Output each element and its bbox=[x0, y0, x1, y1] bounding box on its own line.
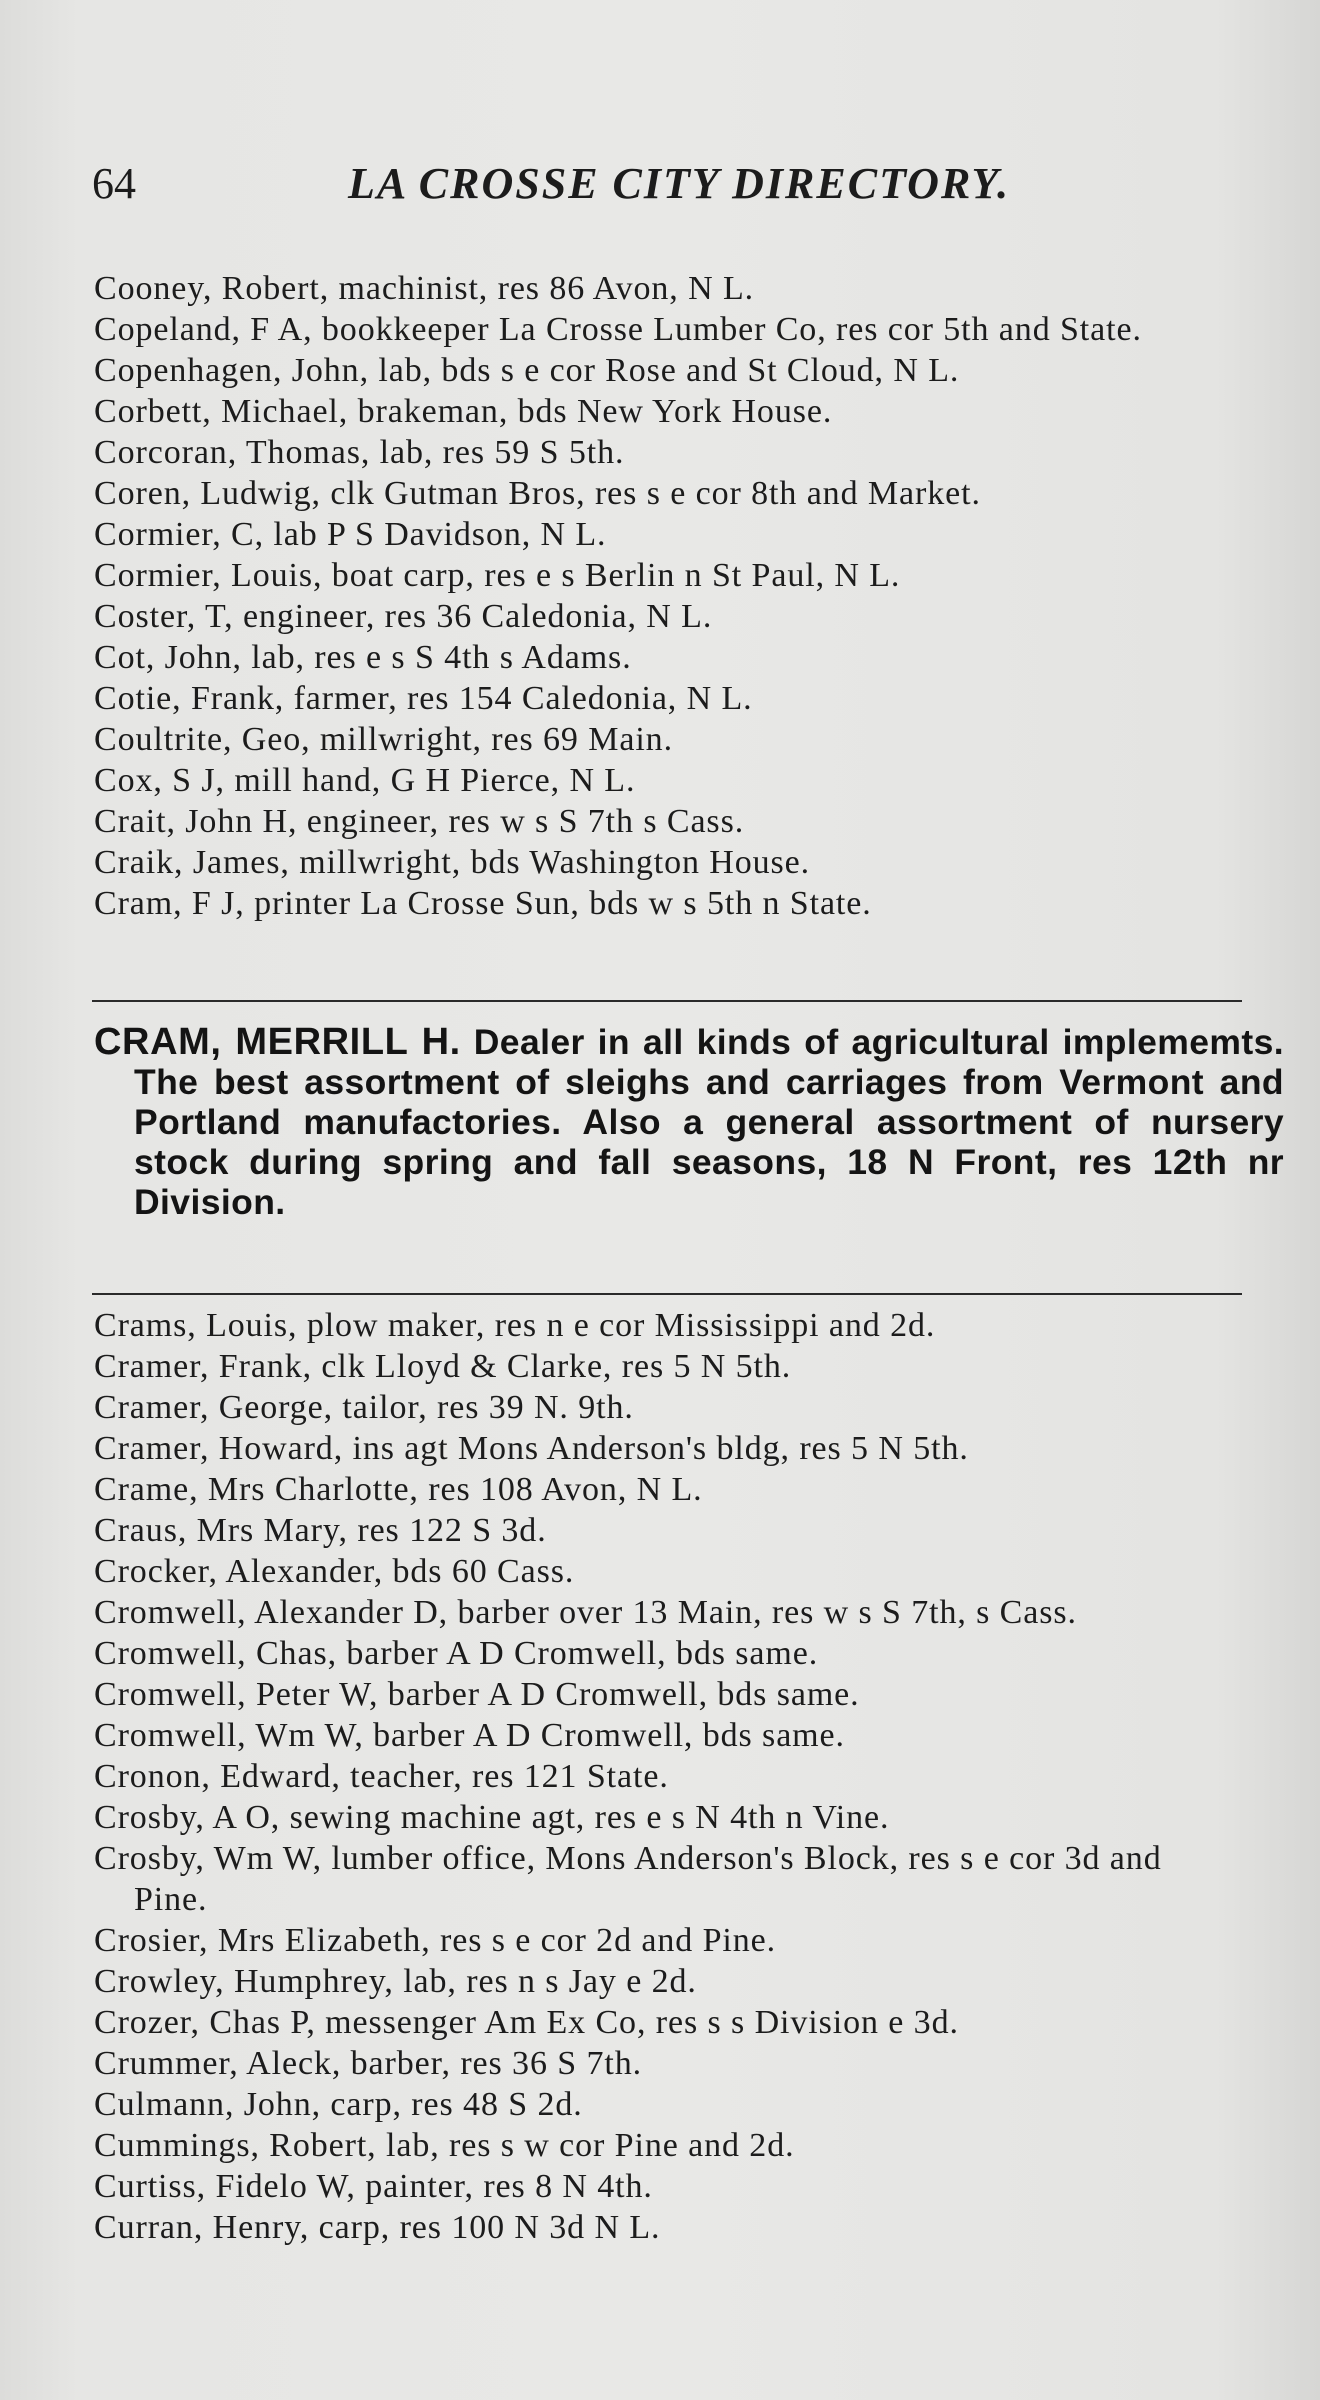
directory-entry: Coren, Ludwig, clk Gutman Bros, res s e cor 8th and Market. bbox=[94, 475, 981, 512]
directory-entry: Craus, Mrs Mary, res 122 S 3d. bbox=[94, 1512, 547, 1549]
directory-entry: Curtiss, Fidelo W, painter, res 8 N 4th. bbox=[94, 2168, 653, 2205]
directory-entry: Crams, Louis, plow maker, res n e cor Mississippi and 2d. bbox=[94, 1307, 936, 1344]
advertisement-text: Dealer in all kinds of agricultural implememts. The best assortment of sleighs and carriages from Vermont and Portland manufactories. Also a general assortment of nursery stock during spring and fall seasons, 18 N Front, res 12th nr Division. bbox=[134, 1022, 1284, 1222]
directory-entry: Cramer, George, tailor, res 39 N. 9th. bbox=[94, 1389, 634, 1426]
directory-entry: Cox, S J, mill hand, G H Pierce, N L. bbox=[94, 762, 636, 799]
directory-entry: Cram, F J, printer La Crosse Sun, bds w s 5th n State. bbox=[94, 885, 872, 922]
directory-entry: Cormier, Louis, boat carp, res e s Berlin n St Paul, N L. bbox=[94, 557, 901, 594]
directory-entry: Cronon, Edward, teacher, res 121 State. bbox=[94, 1758, 669, 1795]
directory-entry: Crait, John H, engineer, res w s S 7th s Cass. bbox=[94, 803, 745, 840]
directory-entry: Cramer, Howard, ins agt Mons Anderson's bldg, res 5 N 5th. bbox=[94, 1430, 969, 1467]
divider-rule bbox=[92, 1000, 1242, 1002]
directory-entry: Corbett, Michael, brakeman, bds New York House. bbox=[94, 393, 833, 430]
directory-entry: Crozer, Chas P, messenger Am Ex Co, res s s Division e 3d. bbox=[94, 2004, 959, 2041]
directory-entry: Corcoran, Thomas, lab, res 59 S 5th. bbox=[94, 434, 625, 471]
directory-entry: Cooney, Robert, machinist, res 86 Avon, N L. bbox=[94, 270, 755, 307]
directory-entries-bottom bbox=[94, 1305, 1244, 2248]
directory-entry: Crummer, Aleck, barber, res 36 S 7th. bbox=[94, 2045, 643, 2082]
page-header bbox=[92, 158, 1242, 208]
directory-entry: Copeland, F A, bookkeeper La Crosse Lumber Co, res cor 5th and State. bbox=[94, 311, 1142, 348]
advertiser-name: CRAM, MERRILL H. bbox=[94, 1021, 461, 1063]
page-number: 64 bbox=[92, 159, 136, 208]
directory-entry: Coultrite, Geo, millwright, res 69 Main. bbox=[94, 721, 673, 758]
directory-entry: Crocker, Alexander, bds 60 Cass. bbox=[94, 1553, 575, 1590]
directory-entry: Coster, T, engineer, res 36 Caledonia, N L. bbox=[94, 598, 713, 635]
directory-entry: Cot, John, lab, res e s S 4th s Adams. bbox=[94, 639, 632, 676]
directory-entry: Crame, Mrs Charlotte, res 108 Avon, N L. bbox=[94, 1471, 703, 1508]
directory-entry: Cromwell, Wm W, barber A D Cromwell, bds same. bbox=[94, 1717, 845, 1754]
directory-entry: Cotie, Frank, farmer, res 154 Caledonia, N L. bbox=[94, 680, 753, 717]
directory-entry: Cummings, Robert, lab, res s w cor Pine and 2d. bbox=[94, 2127, 795, 2164]
directory-entry: Crosby, A O, sewing machine agt, res e s N 4th n Vine. bbox=[94, 1799, 890, 1836]
directory-entry: Cramer, Frank, clk Lloyd & Clarke, res 5 N 5th. bbox=[94, 1348, 792, 1385]
directory-entries-top bbox=[94, 268, 1244, 924]
divider-rule bbox=[92, 1293, 1242, 1295]
directory-entry: Cormier, C, lab P S Davidson, N L. bbox=[94, 516, 607, 553]
advertisement-block bbox=[94, 1022, 1284, 1222]
directory-entry: Copenhagen, John, lab, bds s e cor Rose and St Cloud, N L. bbox=[94, 352, 960, 389]
directory-entry: Crosier, Mrs Elizabeth, res s e cor 2d and Pine. bbox=[94, 1922, 777, 1959]
directory-entry: Cromwell, Alexander D, barber over 13 Main, res w s S 7th, s Cass. bbox=[94, 1594, 1077, 1631]
directory-entry: Crosby, Wm W, lumber office, Mons Anderson's Block, res s e cor 3d and Pine. bbox=[94, 1840, 1162, 1918]
directory-entry: Curran, Henry, carp, res 100 N 3d N L. bbox=[94, 2209, 661, 2246]
directory-entry: Culmann, John, carp, res 48 S 2d. bbox=[94, 2086, 583, 2123]
directory-entry: Cromwell, Peter W, barber A D Cromwell, bds same. bbox=[94, 1676, 860, 1713]
directory-entry: Cromwell, Chas, barber A D Cromwell, bds same. bbox=[94, 1635, 819, 1672]
directory-entry: Craik, James, millwright, bds Washington House. bbox=[94, 844, 811, 881]
running-title: LA CROSSE CITY DIRECTORY. bbox=[348, 159, 1011, 208]
directory-entry: Crowley, Humphrey, lab, res n s Jay e 2d. bbox=[94, 1963, 697, 2000]
